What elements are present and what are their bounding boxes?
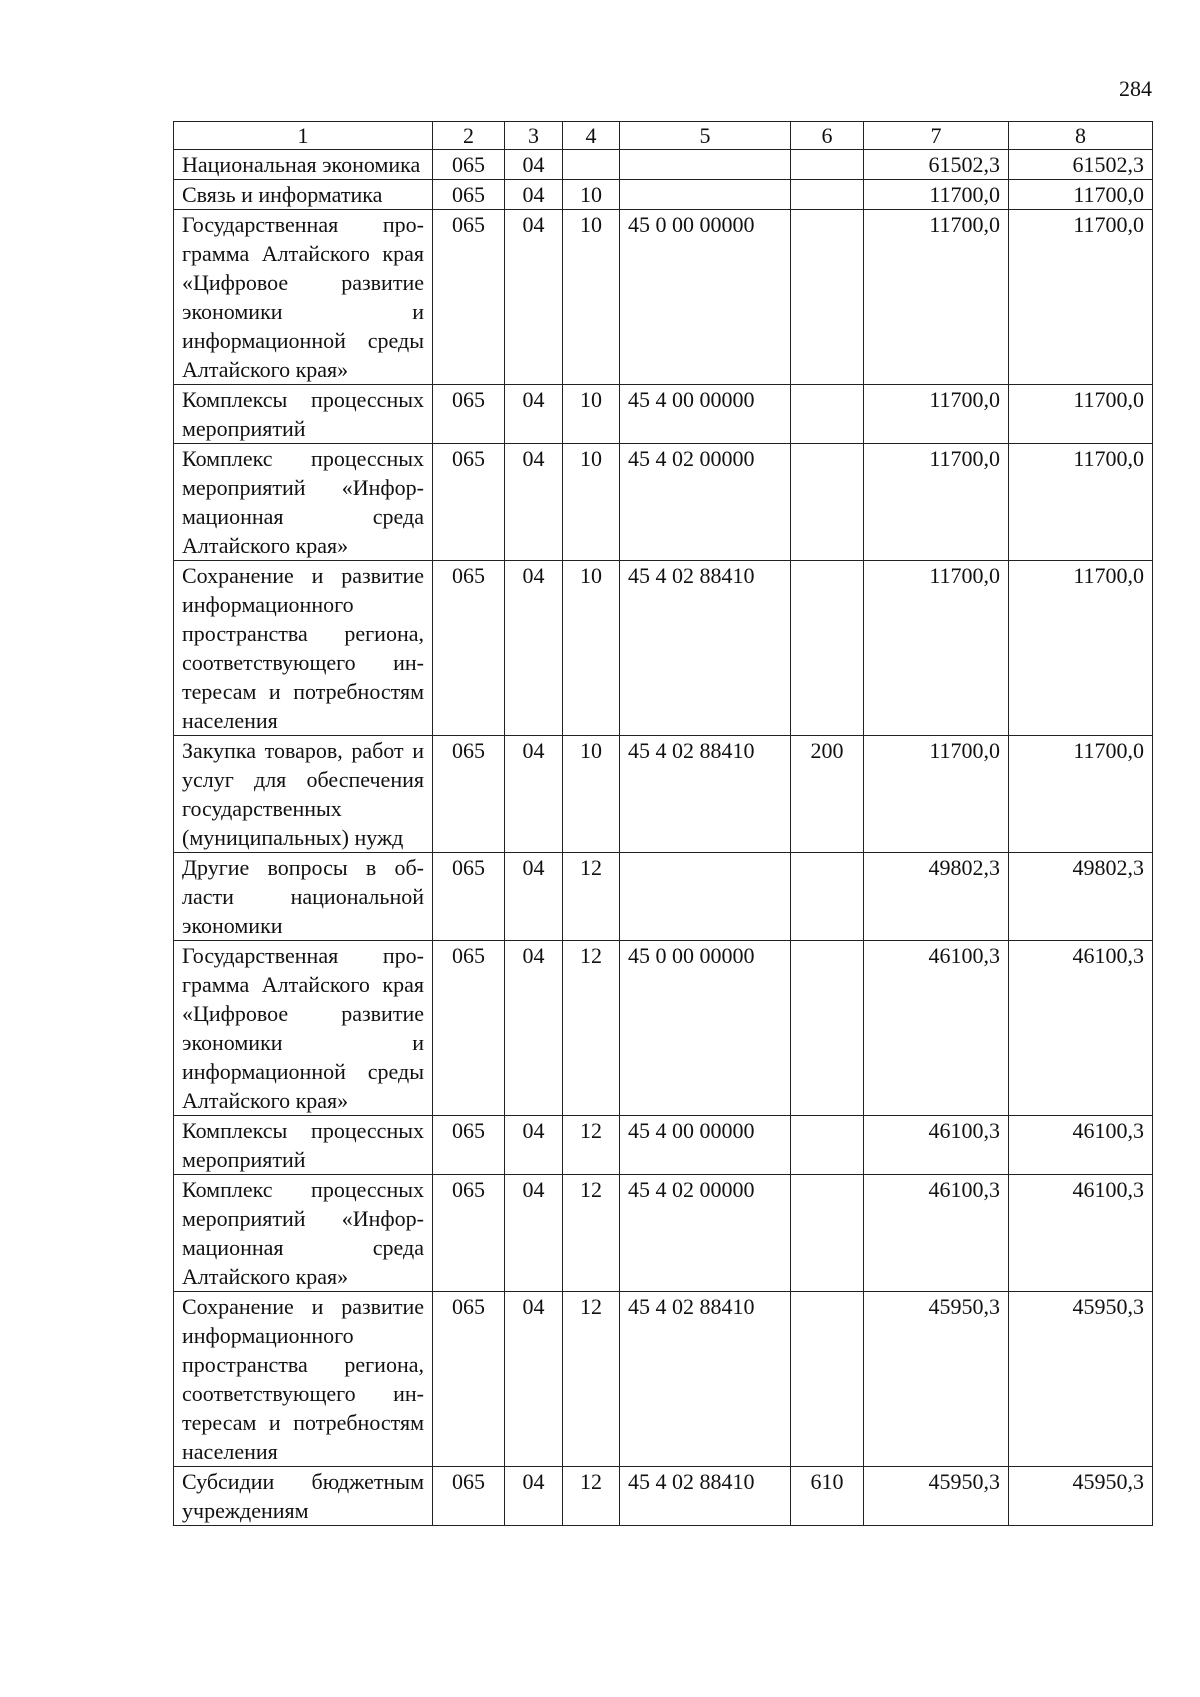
- budget-table: [173, 121, 1153, 1526]
- header-cell-6: 6: [791, 122, 864, 150]
- header-cell-8: 8: [1009, 122, 1153, 150]
- section-cell: 04: [505, 444, 563, 561]
- subsection-cell: 10: [563, 444, 620, 561]
- header-cell-7: 7: [864, 122, 1009, 150]
- target-article-cell: 45 0 00 00000: [620, 941, 791, 1116]
- subsection-cell: 10: [563, 385, 620, 444]
- amount-2025-cell: 46100,3: [1009, 941, 1153, 1116]
- header-cell-2: 2: [433, 122, 505, 150]
- amount-2025-cell: 11700,0: [1009, 385, 1153, 444]
- subsection-cell: 12: [563, 941, 620, 1116]
- item-name-cell: Субсидии бюджетным учреждениям: [174, 1467, 433, 1526]
- amount-2024-cell: 46100,3: [864, 1175, 1009, 1292]
- target-article-cell: 45 4 02 88410: [620, 1292, 791, 1467]
- expense-type-cell: [791, 210, 864, 385]
- subsection-cell: 10: [563, 736, 620, 853]
- item-name-cell: Комплекс процессных мероприятий «Информационная среда Алтайского края»: [174, 1175, 433, 1292]
- section-cell: 04: [505, 561, 563, 736]
- subsection-cell: [563, 150, 620, 180]
- target-article-cell: 45 4 02 00000: [620, 1175, 791, 1292]
- expense-type-cell: [791, 150, 864, 180]
- section-cell: 04: [505, 1292, 563, 1467]
- expense-type-cell: 610: [791, 1467, 864, 1526]
- amount-2024-cell: 11700,0: [864, 210, 1009, 385]
- ministry-code-cell: 065: [433, 385, 505, 444]
- expense-type-cell: [791, 180, 864, 210]
- amount-2024-cell: 49802,3: [864, 853, 1009, 941]
- amount-2025-cell: 11700,0: [1009, 561, 1153, 736]
- target-article-cell: [620, 180, 791, 210]
- section-cell: 04: [505, 941, 563, 1116]
- header-cell-5: 5: [620, 122, 791, 150]
- amount-2024-cell: 11700,0: [864, 736, 1009, 853]
- subsection-cell: 10: [563, 180, 620, 210]
- item-name-cell: Государственная программа Алтайского края «Цифровое развитие экономики и информационной среды Алтайского края»: [174, 210, 433, 385]
- amount-2025-cell: 46100,3: [1009, 1116, 1153, 1175]
- amount-2025-cell: 11700,0: [1009, 736, 1153, 853]
- item-name-cell: Комплексы процессных мероприятий: [174, 385, 433, 444]
- target-article-cell: [620, 150, 791, 180]
- ministry-code-cell: 065: [433, 1175, 505, 1292]
- item-name-cell: Закупка товаров, работ и услуг для обеспечения государственных (муниципальных) нужд: [174, 736, 433, 853]
- expense-type-cell: [791, 1116, 864, 1175]
- expense-type-cell: [791, 444, 864, 561]
- section-cell: 04: [505, 1175, 563, 1292]
- table-body: [174, 150, 1153, 1526]
- amount-2025-cell: 11700,0: [1009, 180, 1153, 210]
- table-row: [174, 1292, 1153, 1467]
- table-row: [174, 1116, 1153, 1175]
- amount-2024-cell: 46100,3: [864, 1116, 1009, 1175]
- target-article-cell: 45 0 00 00000: [620, 210, 791, 385]
- expense-type-cell: [791, 941, 864, 1116]
- table-row: [174, 736, 1153, 853]
- amount-2025-cell: 45950,3: [1009, 1292, 1153, 1467]
- table-row: [174, 853, 1153, 941]
- amount-2025-cell: 11700,0: [1009, 444, 1153, 561]
- table-row: [174, 1467, 1153, 1526]
- amount-2024-cell: 11700,0: [864, 444, 1009, 561]
- amount-2024-cell: 46100,3: [864, 941, 1009, 1116]
- section-cell: 04: [505, 210, 563, 385]
- expense-type-cell: 200: [791, 736, 864, 853]
- item-name-cell: Комплекс процессных мероприятий «Информационная среда Алтайского края»: [174, 444, 433, 561]
- table-row: [174, 180, 1153, 210]
- target-article-cell: 45 4 02 88410: [620, 561, 791, 736]
- amount-2025-cell: 11700,0: [1009, 210, 1153, 385]
- expense-type-cell: [791, 1175, 864, 1292]
- header-row: [174, 122, 1153, 150]
- section-cell: 04: [505, 385, 563, 444]
- ministry-code-cell: 065: [433, 150, 505, 180]
- item-name-cell: Комплексы процессных мероприятий: [174, 1116, 433, 1175]
- amount-2025-cell: 46100,3: [1009, 1175, 1153, 1292]
- expense-type-cell: [791, 853, 864, 941]
- target-article-cell: 45 4 02 88410: [620, 1467, 791, 1526]
- table-row: [174, 444, 1153, 561]
- subsection-cell: 12: [563, 853, 620, 941]
- subsection-cell: 10: [563, 561, 620, 736]
- amount-2024-cell: 45950,3: [864, 1467, 1009, 1526]
- table-row: [174, 385, 1153, 444]
- subsection-cell: 12: [563, 1292, 620, 1467]
- ministry-code-cell: 065: [433, 1467, 505, 1526]
- subsection-cell: 10: [563, 210, 620, 385]
- section-cell: 04: [505, 736, 563, 853]
- item-name-cell: Сохранение и развитие информационного пространства региона, соответствующего интересам и потребностям населения: [174, 561, 433, 736]
- target-article-cell: 45 4 02 00000: [620, 444, 791, 561]
- page-number: 284: [1119, 76, 1152, 101]
- subsection-cell: 12: [563, 1467, 620, 1526]
- table-row: [174, 150, 1153, 180]
- amount-2025-cell: 49802,3: [1009, 853, 1153, 941]
- ministry-code-cell: 065: [433, 853, 505, 941]
- amount-2025-cell: 61502,3: [1009, 150, 1153, 180]
- section-cell: 04: [505, 150, 563, 180]
- subsection-cell: 12: [563, 1175, 620, 1292]
- ministry-code-cell: 065: [433, 1116, 505, 1175]
- expense-type-cell: [791, 385, 864, 444]
- target-article-cell: 45 4 00 00000: [620, 385, 791, 444]
- subsection-cell: 12: [563, 1116, 620, 1175]
- target-article-cell: 45 4 00 00000: [620, 1116, 791, 1175]
- amount-2024-cell: 45950,3: [864, 1292, 1009, 1467]
- header-cell-3: 3: [505, 122, 563, 150]
- amount-2024-cell: 11700,0: [864, 561, 1009, 736]
- ministry-code-cell: 065: [433, 941, 505, 1116]
- ministry-code-cell: 065: [433, 736, 505, 853]
- table-row: [174, 1175, 1153, 1292]
- target-article-cell: [620, 853, 791, 941]
- table-row: [174, 210, 1153, 385]
- amount-2024-cell: 61502,3: [864, 150, 1009, 180]
- expense-type-cell: [791, 1292, 864, 1467]
- section-cell: 04: [505, 1116, 563, 1175]
- header-cell-4: 4: [563, 122, 620, 150]
- item-name-cell: Государственная программа Алтайского края «Цифровое развитие экономики и информационной среды Алтайского края»: [174, 941, 433, 1116]
- ministry-code-cell: 065: [433, 1292, 505, 1467]
- section-cell: 04: [505, 1467, 563, 1526]
- table-row: [174, 941, 1153, 1116]
- amount-2024-cell: 11700,0: [864, 180, 1009, 210]
- expense-type-cell: [791, 561, 864, 736]
- ministry-code-cell: 065: [433, 561, 505, 736]
- section-cell: 04: [505, 180, 563, 210]
- item-name-cell: Другие вопросы в области национальной экономики: [174, 853, 433, 941]
- target-article-cell: 45 4 02 88410: [620, 736, 791, 853]
- amount-2024-cell: 11700,0: [864, 385, 1009, 444]
- item-name-cell: Сохранение и развитие информационного пространства региона, соответствующего интересам и потребностям населения: [174, 1292, 433, 1467]
- section-cell: 04: [505, 853, 563, 941]
- ministry-code-cell: 065: [433, 180, 505, 210]
- ministry-code-cell: 065: [433, 210, 505, 385]
- table-row: [174, 561, 1153, 736]
- item-name-cell: Связь и информатика: [174, 180, 433, 210]
- amount-2025-cell: 45950,3: [1009, 1467, 1153, 1526]
- item-name-cell: Национальная экономика: [174, 150, 433, 180]
- header-cell-1: 1: [174, 122, 433, 150]
- ministry-code-cell: 065: [433, 444, 505, 561]
